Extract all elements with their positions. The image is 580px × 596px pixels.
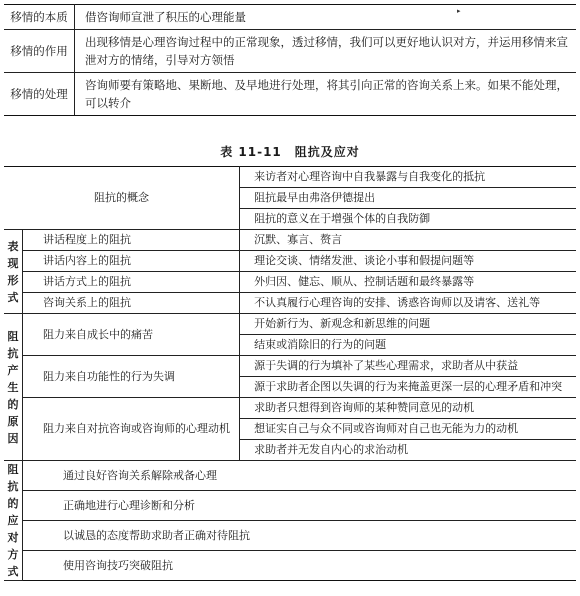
table-row [4, 521, 576, 551]
row-value: 咨询师要有策略地、果断地、及早地进行处理，将其引向正常的咨询关系上来。如果不能处理，可以转介 [75, 73, 577, 116]
cause-item: 想证实自己与众不同或咨询师对自己也无能为力的动机 [240, 419, 576, 440]
table-row [4, 251, 576, 272]
cause-item: 源于失调的行为填补了某些心理需求，求助者从中获益 [240, 356, 576, 377]
table-row [4, 73, 576, 116]
form-type: 讲话方式上的阻抗 [23, 272, 240, 293]
table-row [4, 551, 576, 581]
table-row [4, 461, 576, 491]
response-item: 通过良好咨询关系解除戒备心理 [23, 461, 577, 491]
table-row [4, 491, 576, 521]
cause-label: 阻力来自对抗咨询或咨询师的心理动机 [23, 398, 240, 461]
responses-label: 阻抗的应对方式 [4, 461, 23, 581]
table-row [4, 167, 576, 188]
table-row [4, 5, 576, 30]
concept-item: 阻抗最早由弗洛伊德提出 [240, 188, 576, 209]
table-row [4, 293, 576, 314]
cause-item: 源于求助者企图以失调的行为来掩盖更深一层的心理矛盾和冲突 [240, 377, 576, 398]
concept-label: 阻抗的概念 [4, 167, 240, 230]
table-row [4, 314, 576, 335]
table-row [4, 30, 576, 73]
table-row [4, 398, 576, 419]
forms-label: 表现形式 [4, 230, 23, 314]
resistance-table [4, 166, 576, 581]
form-desc: 沉默、寡言、赘言 [240, 230, 576, 251]
form-type: 咨询关系上的阻抗 [23, 293, 240, 314]
row-value: 出现移情是心理咨询过程中的正常现象，透过移情，我们可以更好地认识对方，并运用移情来宣泄对方的情绪，引导对方领悟 [75, 30, 577, 73]
cause-item: 开始新行为、新观念和新思维的问题 [240, 314, 576, 335]
table-row [4, 272, 576, 293]
form-desc: 不认真履行心理咨询的安排、诱惑咨询师以及请客、送礼等 [240, 293, 576, 314]
row-value: 借咨询师宣泄了积压的心理能量 [75, 5, 577, 30]
form-type: 讲话内容上的阻抗 [23, 251, 240, 272]
row-key: 移情的处理 [4, 73, 75, 116]
response-item: 使用咨询技巧突破阻抗 [23, 551, 577, 581]
row-key: 移情的作用 [4, 30, 75, 73]
cause-item: 求助者并无发自内心的求治动机 [240, 440, 576, 461]
cause-label: 阻力来自功能性的行为失调 [23, 356, 240, 398]
response-item: 以诚恳的态度帮助求助者正确对待阻抗 [23, 521, 577, 551]
form-desc: 理论交谈、情绪发泄、谈论小事和假提问题等 [240, 251, 576, 272]
concept-item: 阻抗的意义在于增强个体的自我防御 [240, 209, 576, 230]
row-key: 移情的本质 [4, 5, 75, 30]
response-item: 正确地进行心理诊断和分析 [23, 491, 577, 521]
transference-table [4, 4, 576, 116]
cause-label: 阻力来自成长中的痛苦 [23, 314, 240, 356]
concept-item: 来访者对心理咨询中自我暴露与自我变化的抵抗 [240, 167, 576, 188]
table-row [4, 356, 576, 377]
table-caption: 表 11-11 阻抗及应对 [220, 145, 360, 159]
form-desc: 外归因、健忘、顺从、控制话题和最终暴露等 [240, 272, 576, 293]
cause-item: 结束或消除旧的行为的问题 [240, 335, 576, 356]
table-row [4, 230, 576, 251]
scan-mark: ▸ [457, 7, 461, 15]
cause-item: 求助者只想得到咨询师的某种赞同意见的动机 [240, 398, 576, 419]
causes-label: 阻抗产生的原因 [4, 314, 23, 461]
form-type: 讲话程度上的阻抗 [23, 230, 240, 251]
